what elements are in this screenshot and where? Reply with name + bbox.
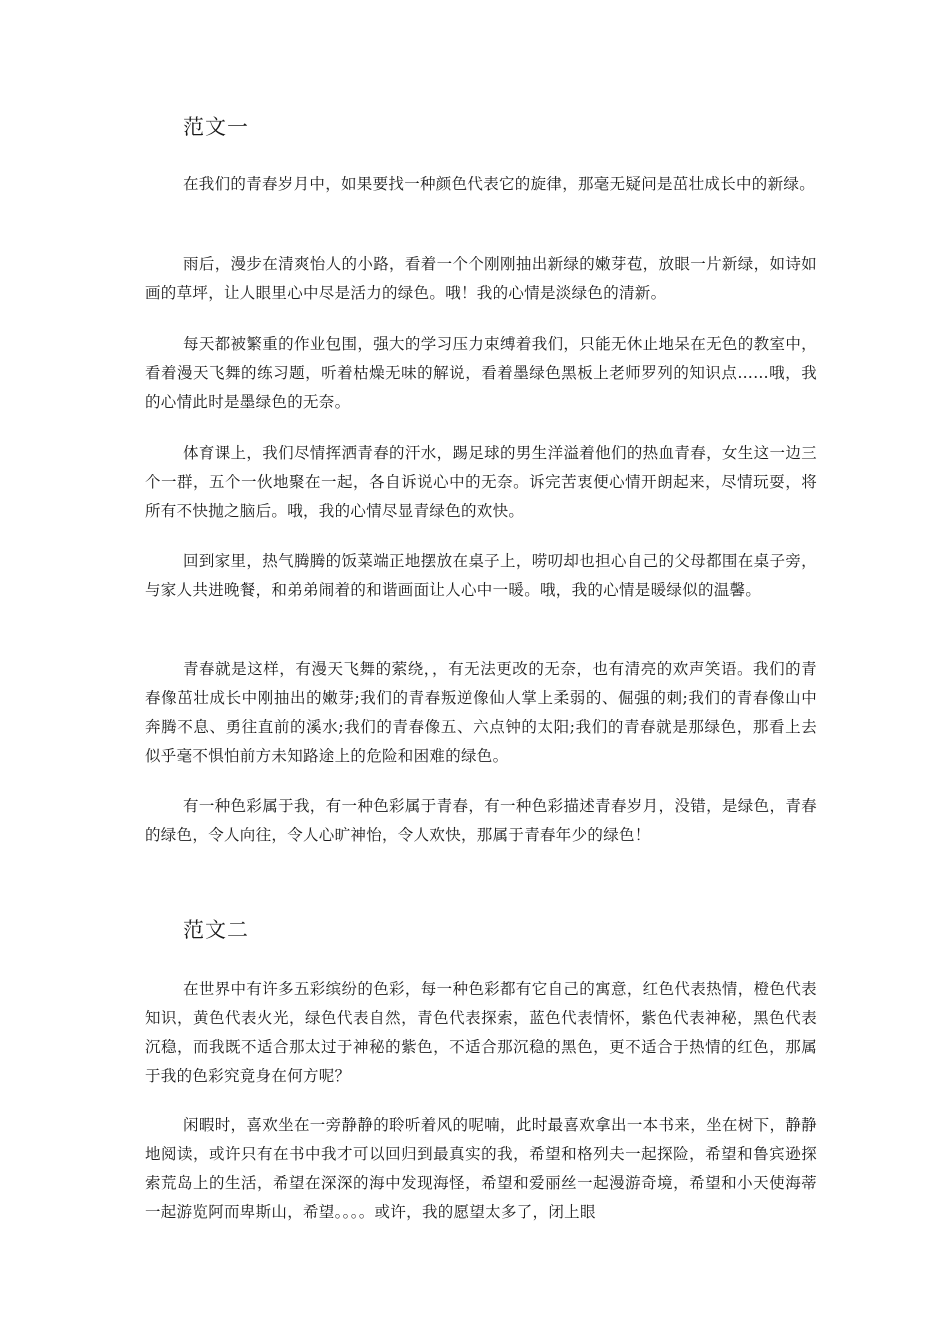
paragraph: 闲暇时，喜欢坐在一旁静静的聆听着风的呢喃，此时最喜欢拿出一本书来，坐在树下，静静地阅读，或许只有在书中我才可以回归到最真实的我，希望和格列夫一起探险，希望和鲁宾逊探索荒岛上的生活，希望在深深的海中发现海怪，希望和爱丽丝一起漫游奇境，希望和小天使海蒂一起游览阿而卑斯山，希望。。。。或许，我的愿望太多了，闭上眼 — [145, 1116, 817, 1221]
paragraph: 雨后，漫步在清爽怡人的小路，看着一个个刚刚抽出新绿的嫩芽苞，放眼一片新绿，如诗如画的草坪，让人眼里心中尽是活力的绿色。哦！我的心情是淡绿色的清新。 — [145, 255, 817, 302]
section-title: 范文一 — [183, 115, 249, 139]
paragraph: 每天都被繁重的作业包围，强大的学习压力束缚着我们，只能无休止地呆在无色的教室中，看着漫天飞舞的练习题，听着枯燥无味的解说，看着墨绿色黑板上老师罗列的知识点……哦，我的心情此时是墨绿色的无奈。 — [145, 335, 817, 411]
paragraph: 在我们的青春岁月中，如果要找一种颜色代表它的旋律，那毫无疑问是茁壮成长中的新绿。 — [183, 175, 816, 193]
paragraph: 回到家里，热气腾腾的饭菜端正地摆放在桌子上，唠叨却也担心自己的父母都围在桌子旁，与家人共进晚餐，和弟弟闹着的和谐画面让人心中一暖。哦，我的心情是暖绿似的温馨。 — [145, 552, 817, 599]
paragraph: 在世界中有许多五彩缤纷的色彩，每一种色彩都有它自己的寓意，红色代表热情，橙色代表知识，黄色代表火光，绿色代表自然，青色代表探索，蓝色代表情怀，紫色代表神秘，黑色代表沉稳，而我既不适合那太过于神秘的紫色，不适合那沉稳的黑色，更不适合于热情的红色，那属于我的色彩究竟身在何方呢？ — [145, 980, 817, 1085]
paragraph: 青春就是这样，有漫天飞舞的萦绕，，有无法更改的无奈，也有清亮的欢声笑语。我们的青春像茁壮成长中刚抽出的嫩芽;我们的青春叛逆像仙人掌上柔弱的、倔强的刺;我们的青春像山中奔腾不息、勇往直前的溪水;我们的青春像五、六点钟的太阳;我们的青春就是那绿色，那看上去似乎毫不惧怕前方未知路途上的危险和困难的绿色。 — [145, 660, 817, 765]
paragraph: 体育课上，我们尽情挥洒青春的汗水，踢足球的男生洋溢着他们的热血青春，女生这一边三个一群，五个一伙地聚在一起，各自诉说心中的无奈。诉完苦衷便心情开朗起来，尽情玩耍，将所有不快抛之脑后。哦，我的心情尽显青绿色的欢快。 — [145, 444, 817, 520]
paragraph: 有一种色彩属于我，有一种色彩属于青春，有一种色彩描述青春岁月，没错，是绿色，青春的绿色，令人向往，令人心旷神怡，令人欢快，那属于青春年少的绿色！ — [145, 797, 817, 844]
section-title: 范文二 — [183, 918, 249, 942]
